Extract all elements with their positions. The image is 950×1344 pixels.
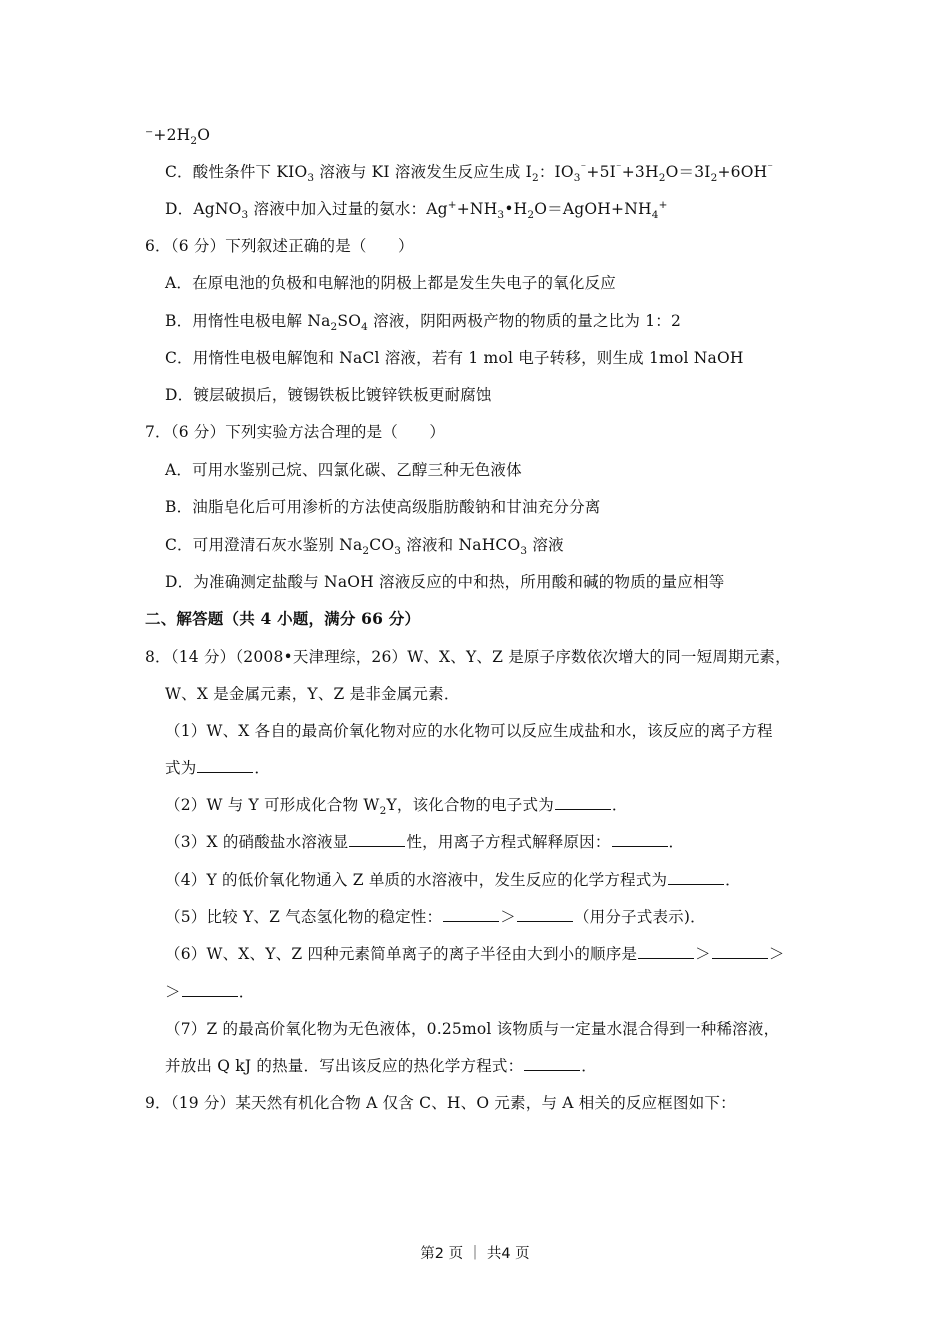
q7-option-a: A．可用水鉴别己烷、四氯化碳、乙醇三种无色液体: [165, 461, 522, 479]
subscript: 3: [241, 209, 249, 222]
superscript: ⁻: [767, 161, 774, 174]
text-run: +3H: [621, 163, 659, 181]
q8-part7-line1: （7）Z 的最高价氧化物为无色液体，0.25mol 该物质与一定量水混合得到一种稀溶液，: [165, 1020, 780, 1038]
q8-part4: [165, 870, 741, 890]
text-run: O＝3I: [665, 163, 711, 181]
q7-stem: 7．（6 分）下列实验方法合理的是（ ）: [145, 423, 446, 441]
text-run: ：IO: [538, 163, 574, 181]
text-run: 溶液与 KI 溶液发生反应生成 I: [314, 163, 532, 181]
q7-option-b: B．油脂皂化后可用渗析的方法使高级脂肪酸钠和甘油充分分离: [165, 498, 601, 516]
text-run: B．用惰性电极电解 Na: [165, 312, 331, 330]
answer-blank[interactable]: [668, 870, 724, 885]
text-run: （2）W 与 Y 可形成化合物 W: [165, 796, 380, 814]
q7-option-d: D．为准确测定盐酸与 NaOH 溶液反应的中和热，所用酸和碱的物质的量应相等: [165, 573, 725, 591]
q8-part1-line2: [165, 758, 270, 778]
answer-blank[interactable]: [443, 907, 499, 922]
q5-option-d: [165, 198, 668, 222]
q9-stem: 9．（19 分）某天然有机化合物 A 仅含 C、H、O 元素，与 A 相关的反应框图如下：: [145, 1094, 736, 1112]
subscript: 2: [527, 209, 535, 222]
section-heading: 二、解答题（共 4 小题，满分 66 分）: [145, 609, 421, 628]
q8-part5-text-a: （5）比较 Y、Z 气态氢化物的稳定性：: [165, 908, 443, 926]
text-run: •H: [504, 200, 528, 218]
q8-part7-text: 并放出 Q kJ 的热量．写出该反应的热化学方程式：: [165, 1057, 524, 1075]
answer-blank[interactable]: [349, 832, 405, 847]
subscript: 3: [307, 172, 315, 185]
q8-part3: [165, 832, 684, 852]
superscript: +: [447, 198, 457, 211]
greater-than-sign: ＞: [165, 983, 181, 1001]
greater-than-sign: ＞: [695, 945, 711, 963]
text-run: O: [197, 126, 211, 144]
subscript: 2: [531, 172, 539, 185]
q8-part6-line1: [165, 944, 785, 964]
subscript: 2: [379, 805, 387, 818]
q8-part2: [165, 795, 628, 818]
q6-option-b: [165, 311, 682, 334]
greater-than-sign: ＞: [500, 908, 516, 926]
q5-option-c: [165, 161, 774, 185]
answer-blank[interactable]: [638, 944, 694, 959]
text-run: 溶液中加入过量的氨水：Ag: [248, 200, 448, 218]
q6-option-d: D．镀层破损后，镀锡铁板比镀锌铁板更耐腐蚀: [165, 386, 492, 404]
subscript: 3: [394, 545, 402, 558]
text-run: +NH: [456, 200, 498, 218]
q6-stem: 6．（6 分）下列叙述正确的是（ ）: [145, 237, 414, 255]
q8-stem-line1: 8．（14 分）（2008•天津理综，26）W、X、Y、Z 是原子序数依次增大的同一短周期元素，: [145, 648, 791, 666]
text-run: Y，该化合物的电子式为: [386, 796, 554, 814]
subscript: 2: [710, 172, 718, 185]
period: ．: [238, 983, 255, 1001]
text-run: O＝AgOH+NH: [534, 200, 652, 218]
q8-part6-text: （6）W、X、Y、Z 四种元素简单离子的离子半径由大到小的顺序是: [165, 945, 638, 963]
q8-stem-line2: W、X 是金属元素，Y、Z 是非金属元素．: [165, 685, 460, 703]
superscript: ⁻: [580, 161, 587, 174]
answer-blank[interactable]: [524, 1056, 580, 1071]
q8-part5-text-b: （用分子式表示)．: [573, 908, 706, 926]
subscript: 4: [361, 321, 369, 334]
answer-blank[interactable]: [517, 907, 573, 922]
subscript: 2: [362, 545, 370, 558]
text-run: SO: [337, 312, 362, 330]
text-run: C．酸性条件下 KIO: [165, 163, 308, 181]
q5-option-b-continuation: [145, 125, 211, 148]
text-run: D．AgNO: [165, 200, 242, 218]
q8-part3-text-b: 性，用离子方程式解释原因：: [406, 833, 611, 851]
period: ．: [581, 1057, 597, 1075]
subscript: 3: [520, 545, 528, 558]
answer-blank[interactable]: [555, 795, 611, 810]
greater-than-sign: ＞: [768, 945, 785, 963]
superscript: +: [658, 198, 668, 211]
subscript: 3: [497, 209, 505, 222]
q8-part5: [165, 907, 706, 927]
text-run: 溶液: [527, 536, 564, 554]
superscript: ⁻: [615, 161, 622, 174]
q7-option-c: [165, 535, 564, 558]
q8-part1-line1: （1）W、X 各自的最高价氧化物对应的水化物可以反应生成盐和水，该反应的离子方程: [165, 722, 773, 740]
q8-part2-text: [165, 796, 554, 818]
page-footer: 第2 页 ｜ 共4 页: [420, 1246, 530, 1262]
text-run: +5I: [586, 163, 616, 181]
subscript: 2: [658, 172, 666, 185]
period: ．: [725, 871, 741, 889]
answer-blank[interactable]: [182, 982, 238, 997]
text-run: 溶液，阴阳两极产物的物质的量之比为 1：2: [368, 312, 682, 330]
q8-part6-line2: [165, 982, 254, 1002]
period: ．: [668, 833, 685, 851]
answer-blank[interactable]: [712, 944, 768, 959]
subscript: 2: [190, 135, 198, 148]
text-run: +6OH: [717, 163, 768, 181]
q8-part4-text: （4）Y 的低价氧化物通入 Z 单质的水溶液中，发生反应的化学方程式为: [165, 871, 668, 889]
q8-part7-line2: [165, 1056, 597, 1076]
text-run: C．可用澄清石灰水鉴别 Na: [165, 536, 363, 554]
subscript: 3: [573, 172, 581, 185]
answer-blank[interactable]: [197, 758, 253, 773]
period: ．: [611, 796, 628, 814]
subscript: 2: [330, 321, 338, 334]
q6-option-c: C．用惰性电极电解饱和 NaCl 溶液，若有 1 mol 电子转移，则生成 1mol NaOH: [165, 349, 744, 367]
text-run: ⁻+2H: [145, 126, 191, 144]
q6-option-a: A．在原电池的负极和电解池的阴极上都是发生失电子的氧化反应: [165, 274, 616, 292]
period: ．: [254, 759, 271, 777]
answer-blank[interactable]: [612, 832, 668, 847]
text-run: 溶液和 NaHCO: [401, 536, 521, 554]
q8-part3-text-a: （3）X 的硝酸盐水溶液显: [165, 833, 349, 851]
subscript: 4: [651, 209, 659, 222]
text-run: CO: [369, 536, 395, 554]
q8-part1-text: 式为: [165, 759, 197, 777]
